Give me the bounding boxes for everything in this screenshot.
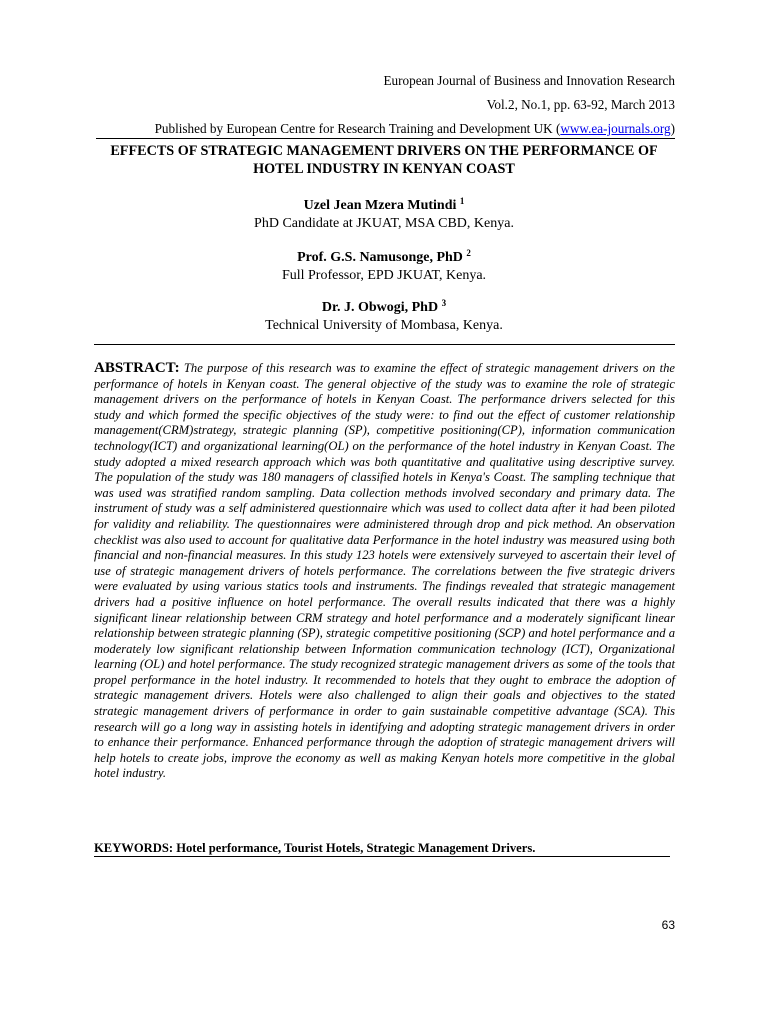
author-affil-marker: 3 [441,298,447,308]
author-affiliation: PhD Candidate at JKUAT, MSA CBD, Kenya. [254,216,514,231]
page-number: 63 [661,918,675,932]
abstract [94,361,675,782]
publisher-prefix: Published by European Centre for Research Training and Development UK ( [154,121,561,136]
publisher-link[interactable]: www.ea-journals.org [560,121,671,136]
author-affiliation: Full Professor, EPD JKUAT, Kenya. [281,268,487,283]
publisher-line [96,121,675,139]
keywords: KEYWORDS: Hotel performance, Tourist Hotels, Strategic Management Drivers. [94,840,670,857]
section-divider [94,344,675,345]
author-affiliation: Technical University of Mombasa, Kenya. [265,318,503,333]
author-name: Dr. J. Obwogi, PhD [321,300,439,315]
paper-title: EFFECTS OF STRATEGIC MANAGEMENT DRIVERS ON THE PERFORMANCE OF HOTEL INDUSTRY IN KENYAN COAST [110,143,658,177]
author-block-1 [92,192,676,233]
journal-name: European Journal of Business and Innovation Research [383,73,675,88]
publisher-suffix: ) [670,121,675,136]
author-name: Uzel Jean Mzera Mutindi [303,198,457,213]
author-name: Prof. G.S. Namusonge, PhD [297,250,463,265]
author-block-2 [92,244,676,285]
abstract-label: ABSTRACT: [94,360,180,376]
author-block-3 [92,294,676,335]
author-affil-marker: 2 [466,248,471,258]
abstract-text: The purpose of this research was to examine the effect of strategic management drivers on the performance of hotels in Kenyan coast. The general objective of the study was to examine the role of strategic management drivers on the performance of hotels in Kenyan Coast. The performance drivers selected for this study and which formed the specific objectives of the study were: to find out the effect of customer relationship management(CRM)strategy, strategic planning (SP), competitive positioning(CP), information communication technology(ICT) and organizational learning(OL) on the performance of the hotel industry in Kenyan Coast. The study adopted a mixed research approach which was both quantitative and qualitative using descriptive survey. The population of the study was 180 managers of classified hotels in Kenya's Coast. The sampling technique that was used was stratified random sampling. Data collection methods involved secondary and primary data. The instrument of study was a self administered questionnaire which was used to collect data after it had been piloted for validity and reliability. The questionnaires were administered through drop and pick method. An observation checklist was also used to account for qualitative data Performance in the hotel industry was measured using both financial and non-financial measures. In this study 123 hotels were extensively surveyed to ascertain their level of use of strategic management drivers of hotels performance. The correlations between the five strategic drivers were evaluated by using various statics tools and instruments. The findings revealed that strategic management drivers had a positive influence on hotel performance. The overall results indicated that there was a highly significant linear relationship between CRM strategy and hotel performance and a moderately significant linear relationship between strategic planning (SP), strategic competitive positioning (SCP) and hotel performance and a moderately low significant relationship between Information communication technology (ICT), Organizational learning (OL) and hotel performance. The study recognized strategic management drivers as some of the tools that propel performance in the hotel industry. It recommended to hotels that they ought to embrace the adoption of strategic management drivers. Hotels were also challenged to align their goals and objectives to the stated strategic management drivers of performance in order to gain sustainable competitive advantage (SCA). This research will go a long way in assisting hotels in identifying and adopting strategic management drivers in order to enhance their performance. Enhanced performance through the adoption of strategic management drivers will help hotels to create jobs, improve the economy as well as making Kenyan hotels more competitive in the global hotel industry. [94,361,675,781]
journal-volume: Vol.2, No.1, pp. 63-92, March 2013 [486,97,675,112]
author-affil-marker: 1 [459,196,465,206]
